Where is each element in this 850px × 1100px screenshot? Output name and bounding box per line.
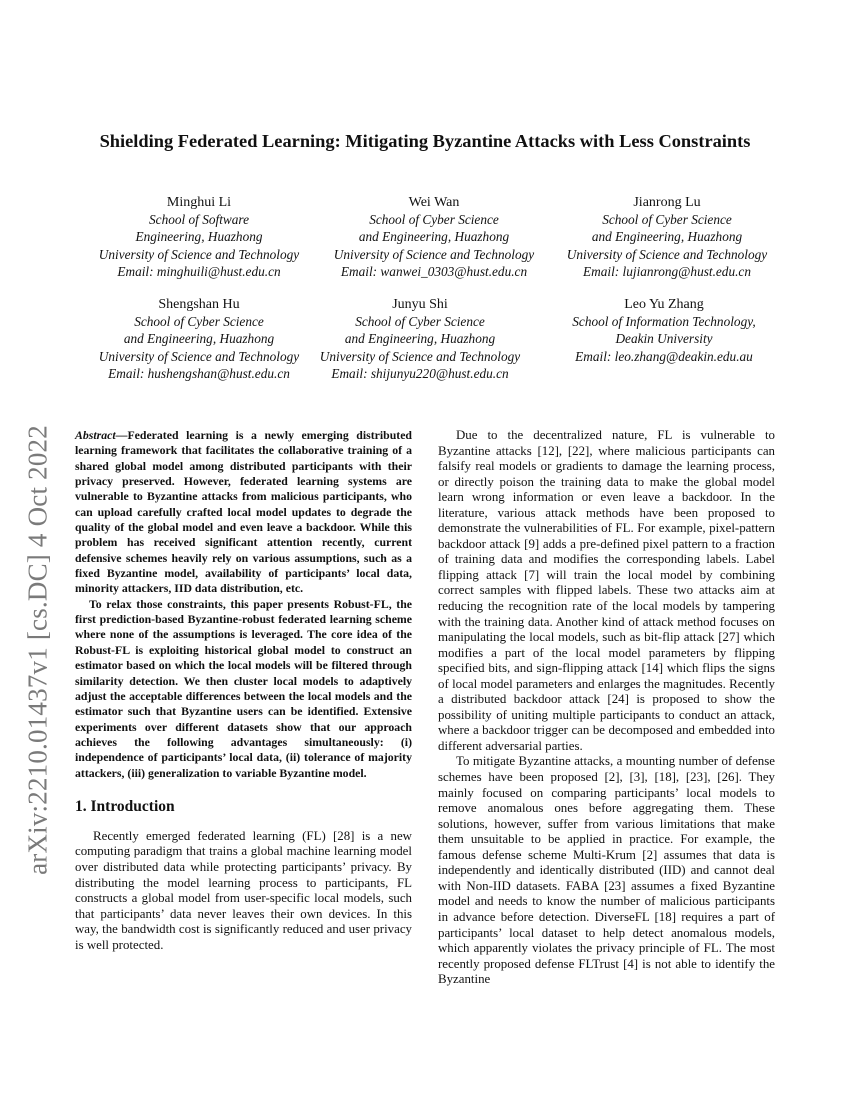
author-email[interactable]: Email: hushengshan@hust.edu.cn [108,365,290,381]
author-affiliation-line: University of Science and Technology [98,246,300,262]
author-block [83,194,315,280]
author-affiliation-line: School of Software [149,212,249,228]
author-email[interactable]: Email: leo.zhang@deakin.edu.au [575,348,753,364]
author-affiliation-line: and Engineering, Huazhong [358,229,510,245]
abstract [75,428,412,781]
author-affiliation-line: Engineering, Huazhong [135,229,263,245]
author-block [304,296,536,382]
author-name: Minghui Li [166,195,232,210]
author-name: Shengshan Hu [158,297,240,312]
author-block [83,296,315,382]
author-affiliation-line: School of Cyber Science [355,314,485,330]
abstract-text: —Federated learning is a newly emerging distributed learning framework that facilitates the collaborative training of a shared global model among distributed participants with their privacy preserved. However, federated learning systems are vulnerable to Byzantine attacks from malicious participants, who can upload carefully crafted local model updates to degrade the quality of the global model and even leave a backdoor. While this problem has received significant attention recently, current defensive schemes heavily rely on various assumptions, such as a fixed Byzantine model, availability of participants’ local data, minority attackers, IID data distribution, etc. [75,428,412,596]
author-affiliation-line: School of Cyber Science [134,314,264,330]
abstract-paragraph [75,428,412,597]
author-email[interactable]: Email: shijunyu220@hust.edu.cn [331,365,509,381]
arxiv-identifier-stamp: arXiv:2210.01437v1 [cs.DC] 4 Oct 2022 [22,425,53,875]
author-email[interactable]: Email: lujianrong@hust.edu.cn [583,263,751,279]
author-email[interactable]: Email: minghuili@hust.edu.cn [117,263,281,279]
author-email[interactable]: Email: wanwei_0303@hust.edu.cn [340,263,528,279]
author-affiliation-line: University of Science and Technology [319,348,521,364]
author-name: Wei Wan [408,195,460,210]
left-column [75,428,412,953]
paper-title: Shielding Federated Learning: Mitigating Byzantine Attacks with Less Constraints [99,131,751,151]
author-name: Junyu Shi [392,297,448,312]
author-affiliation-line: School of Information Technology, [572,314,756,330]
section-heading-introduction: 1. Introduction [75,797,175,815]
author-block [318,194,550,280]
author-affiliation-line: and Engineering, Huazhong [591,229,743,245]
author-name: Jianrong Lu [633,195,701,210]
author-affiliation-line: University of Science and Technology [566,246,768,262]
abstract-paragraph: To relax those constraints, this paper presents Robust-FL, the first prediction-based Byzantine-robust federated learning scheme where none of the assumptions is leveraged. The core idea of the Robust-FL is exploiting historical global model to construct an estimator based on which the local models will be filtered through similarity detection. We then cluster local models to adaptively adjust the acceptable differences between the local models and the estimator such that Byzantine users can be identified. Extensive experiments over different datasets show that our approach achieves the following advantages simultaneously: (i) independence of participants’ local data, (ii) tolerance of majority attackers, (iii) generalization to variable Byzantine model. [75,596,412,780]
author-affiliation-line: and Engineering, Huazhong [123,331,275,347]
author-affiliation-line: University of Science and Technology [333,246,535,262]
right-column [438,428,775,988]
body-paragraph: Recently emerged federated learning (FL) [28] is a new computing paradigm that trains a global machine learning model over distributed data while protecting participants’ privacy. By distributing the model learning process to participants, FL constructs a global model from user-specific local models, such that participants’ data never leaves their own devices. In this way, the bandwidth cost is significantly reduced and user privacy is well protected. [75,828,412,952]
body-paragraph: To mitigate Byzantine attacks, a mounting number of defense schemes have been proposed [2], [3], [18], [23], [26]. They mainly focused on comparing participants’ local models to remove anomalous ones before aggregating them. These solutions, however, suffer from various limitations that make them unsuitable to be applied in practice. For example, the famous defense scheme Multi-Krum [2] assumes that data is independently and identically distributed (IID) and cannot deal with Non-IID datasets. FABA [23] assumes a fixed Byzantine model and needs to know the number of malicious participants in advance before detection. DiverseFL [18] requires a part of participants’ local dataset to help detect anomalous models, which apparently violates the privacy principle of FL. The most recently proposed defense FLTrust [4] is not able to identify the Byzantine [438,754,775,987]
author-affiliation-line: and Engineering, Huazhong [344,331,496,347]
author-affiliation-line: University of Science and Technology [98,348,300,364]
author-affiliation-line: Deakin University [615,331,713,347]
author-block [533,296,795,365]
abstract-label: Abstract [75,428,116,442]
author-affiliation-line: School of Cyber Science [602,212,732,228]
author-name: Leo Yu Zhang [624,297,704,312]
author-affiliation-line: School of Cyber Science [369,212,499,228]
author-block [551,194,783,280]
body-paragraph: Due to the decentralized nature, FL is vulnerable to Byzantine attacks [12], [22], where malicious participants can falsify real models or gradients to damage the learning process, or directly poison the training data to make the global model learn wrong information or even leave a backdoor. In the literature, various attack methods have been proposed to demonstrate the vulnerabilities of FL. For example, pixel-pattern backdoor attack [9] adds a pre-defined pixel pattern to a fraction of training data and modifies the corresponding labels. Label flipping attack [7] will train the local model by combining correct samples with flipped labels. These two attacks aim at reducing the recognition rate of the local models by tampering with the training data. Another kind of attack method focuses on manipulating the local models, such as bit-flip attack [27] which modifies a part of the local model parameters by flipping specified bits, and sign-flipping attack [14] which flips the signs of local model parameters and enlarges the magnitudes. Recently a distributed backdoor attack [24] is proposed to show the possibility of uniting multiple participants to conduct an attack, where a backdoor trigger can be decomposed and embedded into different adversarial parties. [438,428,775,753]
